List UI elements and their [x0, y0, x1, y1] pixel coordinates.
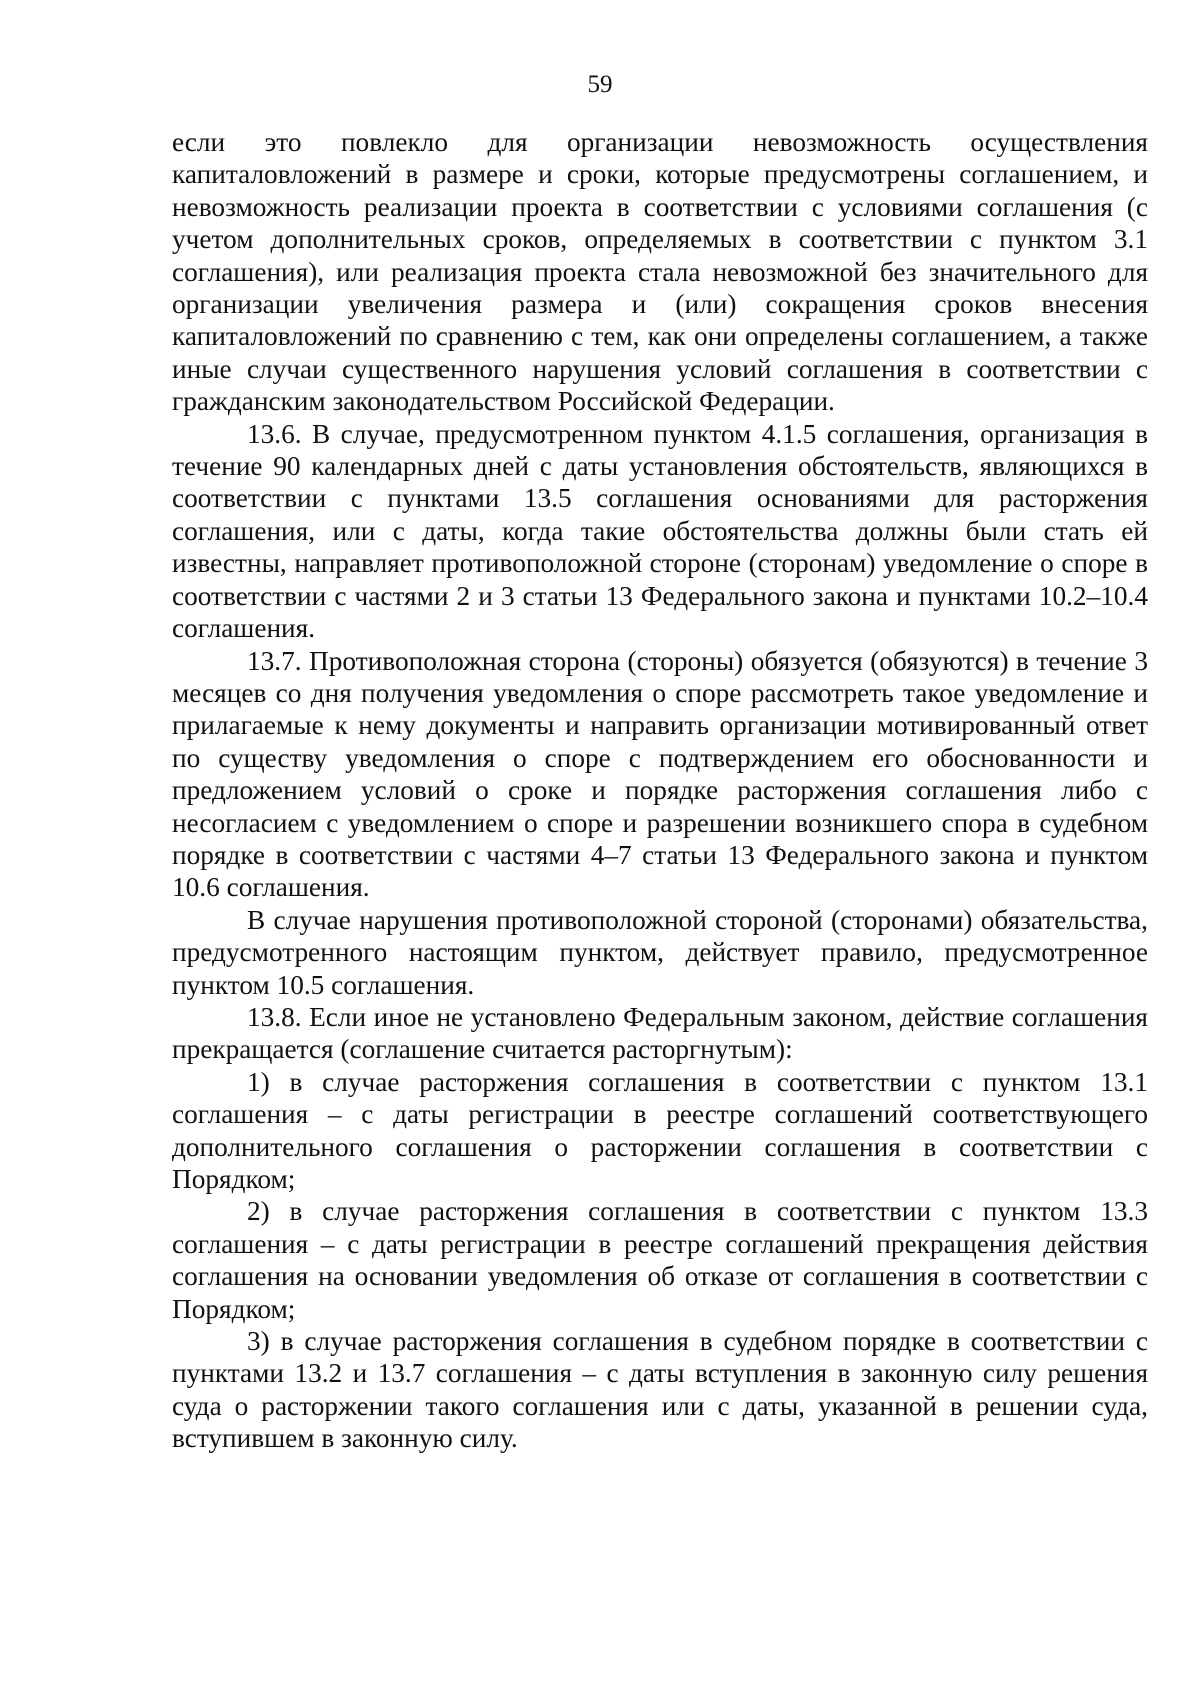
document-body — [172, 126, 1148, 1455]
page-number: 59 — [587, 71, 613, 98]
paragraph-13-8: 13.8. Если иное не установлено Федеральным законом, действие соглашения прекращается (соглашение считается расторгнутым): — [172, 1001, 1148, 1065]
paragraph-13-7-violation: В случае нарушения противоположной стороной (сторонами) обязательства, предусмотренного настоящим пунктом, действует правило, предусмотренное пунктом 10.5 соглашения. — [172, 904, 1148, 1000]
list-item-1: 1) в случае расторжения соглашения в соответствии с пунктом 13.1 соглашения – с даты регистрации в реестре соглашений соответствующего дополнительного соглашения о расторжении соглашения в соответствии с Порядком; — [172, 1066, 1148, 1194]
paragraph-13-6: 13.6. В случае, предусмотренном пунктом 4.1.5 соглашения, организация в течение 90 календарных дней с даты установления обстоятельств, являющихся в соответствии с пунктами 13.5 соглашения основаниями для расторжения соглашения, или с даты, когда такие обстоятельства должны были стать ей известны, направляет противоположной стороне (сторонам) уведомление о споре в соответствии с частями 2 и 3 статьи 13 Федерального закона и пунктами 10.2–10.4 соглашения. — [172, 418, 1148, 644]
list-item-2: 2) в случае расторжения соглашения в соответствии с пунктом 13.3 соглашения – с даты регистрации в реестре соглашений прекращения действия соглашения на основании уведомления об отказе от соглашения в соответствии с Порядком; — [172, 1196, 1148, 1324]
paragraph-continuation: если это повлекло для организации невозможность осуществления капиталовложений в размере и сроки, которые предусмотрены соглашением, и невозможность реализации проекта в соответствии с условиями соглашения (с учетом дополнительных сроков, определяемых в соответствии с пунктом 3.1 соглашения), или реализация проекта стала невозможной без значительного для организации увеличения размера и (или) сокращения сроков внесения капиталовложений по сравнению с тем, как они определены соглашением, а также иные случаи существенного нарушения условий соглашения в соответствии с гражданским законодательством Российской Федерации. — [172, 127, 1148, 417]
list-item-3: 3) в случае расторжения соглашения в судебном порядке в соответствии с пунктами 13.2 и 13.7 соглашения – с даты вступления в законную силу решения суда о расторжении такого соглашения или с даты, указанной в решении суда, вступившем в законную силу. — [172, 1326, 1148, 1454]
paragraph-13-7: 13.7. Противоположная сторона (стороны) обязуется (обязуются) в течение 3 месяцев со дня получения уведомления о споре рассмотреть такое уведомление и прилагаемые к нему документы и направить организации мотивированный ответ по существу уведомления о споре с подтверждением его обоснованности и предложением условий о сроке и порядке расторжения соглашения либо с несогласием с уведомлением о споре и разрешении возникшего спора в судебном порядке в соответствии с частями 4–7 статьи 13 Федерального закона и пунктом 10.6 соглашения. — [172, 645, 1148, 903]
